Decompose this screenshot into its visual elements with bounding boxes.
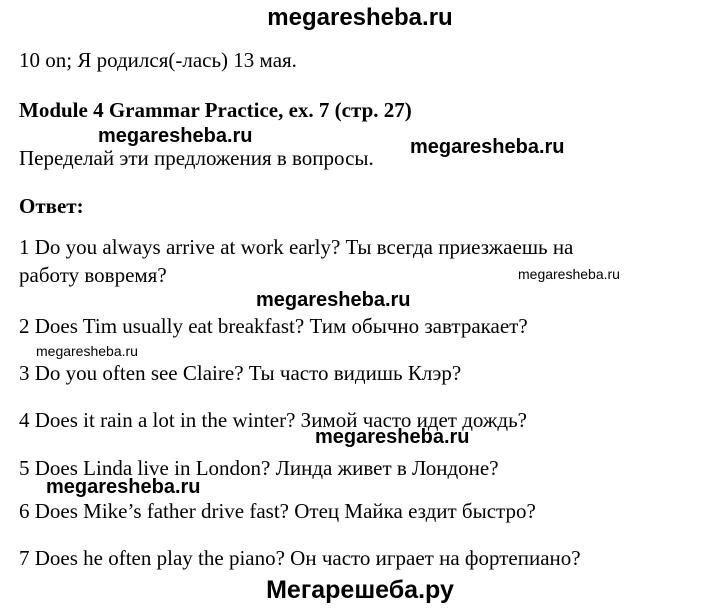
answer-line-6: 6 Does Mike’s father drive fast? Отец Майка ездит быстро? <box>19 499 536 523</box>
watermark: megaresheba.ru <box>315 426 470 448</box>
intro-line: 10 on; Я родился(-лась) 13 мая. <box>19 48 297 72</box>
answer-line-7: 7 Does he often play the piano? Он часто играет на фортепиано? <box>19 546 581 570</box>
answer-line-3: 3 Do you often see Claire? Ты часто видишь Клэр? <box>19 361 462 385</box>
answer-line-5: 5 Does Linda live in London? Линда живет в Лондоне? <box>19 456 499 480</box>
header-watermark: megaresheba.ru <box>267 4 453 31</box>
watermark: megaresheba.ru <box>518 266 620 282</box>
watermark: megaresheba.ru <box>256 289 411 311</box>
answer-line-4: 4 Does it rain a lot in the winter? Зимой часто идет дождь? <box>19 408 527 432</box>
watermark: megaresheba.ru <box>98 125 253 147</box>
watermark: megaresheba.ru <box>36 343 138 359</box>
answer-line-1: 1 Do you always arrive at work early? Ты всегда приезжаешь на <box>19 235 574 259</box>
answer-line-2: 2 Does Tim usually eat breakfast? Тим обычно завтракает? <box>19 314 528 338</box>
instruction-text: Переделай эти предложения в вопросы. <box>19 146 374 170</box>
watermark: megaresheba.ru <box>46 476 201 498</box>
answer-line-1-cont: работу вовремя? <box>19 263 167 287</box>
watermark: megaresheba.ru <box>410 136 565 158</box>
answer-label: Ответ: <box>19 194 84 218</box>
exercise-title: Module 4 Grammar Practice, ex. 7 (стр. 27) <box>19 98 412 122</box>
footer-watermark: Мегарешеба.ру <box>266 576 454 604</box>
